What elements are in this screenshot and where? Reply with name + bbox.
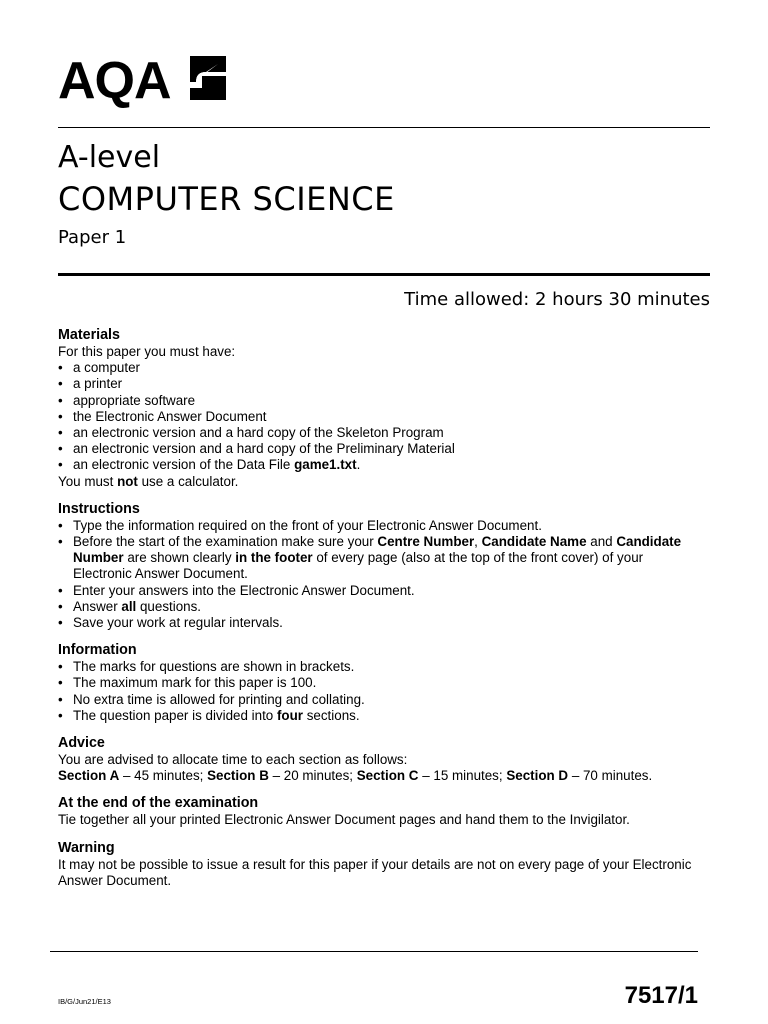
paper-code: 7517/1 bbox=[624, 982, 698, 1009]
list-item: • The question paper is divided into four sections. bbox=[58, 708, 698, 724]
time-allowed: Time allowed: 2 hours 30 minutes bbox=[404, 289, 710, 310]
header-divider bbox=[58, 127, 710, 128]
list-item: • the Electronic Answer Document bbox=[58, 409, 698, 425]
end-of-exam-text: Tie together all your printed Electronic Answer Document pages and hand them to the Invigilator. bbox=[58, 812, 630, 828]
list-item: • a computer bbox=[58, 360, 698, 376]
aqa-logo-text: AQA bbox=[58, 52, 171, 110]
data-file-name: game1.txt bbox=[294, 457, 357, 473]
instructions-section bbox=[58, 500, 698, 631]
cover-content bbox=[58, 326, 698, 899]
materials-list bbox=[58, 360, 698, 473]
materials-section bbox=[58, 326, 698, 490]
warning-heading: Warning bbox=[58, 839, 115, 856]
list-item: • Save your work at regular intervals. bbox=[58, 615, 698, 631]
qualification-level: A-level bbox=[58, 140, 161, 175]
list-item: • Enter your answers into the Electronic Answer Document. bbox=[58, 583, 698, 599]
aqa-logo-mark-icon bbox=[188, 54, 228, 100]
end-of-exam-section bbox=[58, 794, 698, 828]
list-item: • The marks for questions are shown in brackets. bbox=[58, 659, 698, 675]
information-section bbox=[58, 641, 698, 724]
list-item: • No extra time is allowed for printing and collating. bbox=[58, 692, 698, 708]
instructions-heading: Instructions bbox=[58, 500, 140, 517]
list-item: • Answer all questions. bbox=[58, 599, 698, 615]
warning-text: It may not be possible to issue a result for this paper if your details are not on every page of your Electronic Answer Document. bbox=[58, 856, 692, 888]
subject-title: COMPUTER SCIENCE bbox=[58, 180, 395, 218]
advice-heading: Advice bbox=[58, 735, 105, 752]
information-list bbox=[58, 659, 698, 724]
list-item: • The maximum mark for this paper is 100. bbox=[58, 675, 698, 691]
section-timings: Section A – 45 minutes; Section B – 20 minutes; Section C – 15 minutes; Section D – 70 minutes. bbox=[58, 768, 653, 784]
advice-section bbox=[58, 734, 698, 784]
list-item: • a printer bbox=[58, 376, 698, 392]
title-divider bbox=[58, 273, 710, 276]
footer-reference: IB/G/Jun21/E13 bbox=[58, 997, 111, 1006]
footer-divider bbox=[50, 951, 698, 952]
end-of-exam-heading: At the end of the examination bbox=[58, 795, 259, 812]
materials-intro: For this paper you must have: bbox=[58, 344, 236, 359]
list-item: • Before the start of the examination make sure your Centre Number, Candidate Name and Candidate Number are shown clearly in the footer of every page (also at the top of the front cover) of your Electronic Answer Document. bbox=[58, 534, 698, 583]
list-item: • Type the information required on the front of your Electronic Answer Document. bbox=[58, 518, 698, 534]
materials-heading: Materials bbox=[58, 327, 120, 343]
paper-number: Paper 1 bbox=[58, 227, 127, 248]
advice-intro: You are advised to allocate time to each section as follows: bbox=[58, 752, 408, 768]
list-item: • an electronic version and a hard copy of the Preliminary Material bbox=[58, 441, 698, 457]
information-heading: Information bbox=[58, 642, 137, 659]
list-item: • an electronic version of the Data File game1.txt. bbox=[58, 457, 698, 473]
warning-section bbox=[58, 839, 698, 889]
calculator-note: You must not use a calculator. bbox=[58, 473, 239, 489]
list-item: • appropriate software bbox=[58, 393, 698, 409]
list-item: • an electronic version and a hard copy of the Skeleton Program bbox=[58, 425, 698, 441]
instructions-list bbox=[58, 518, 698, 631]
